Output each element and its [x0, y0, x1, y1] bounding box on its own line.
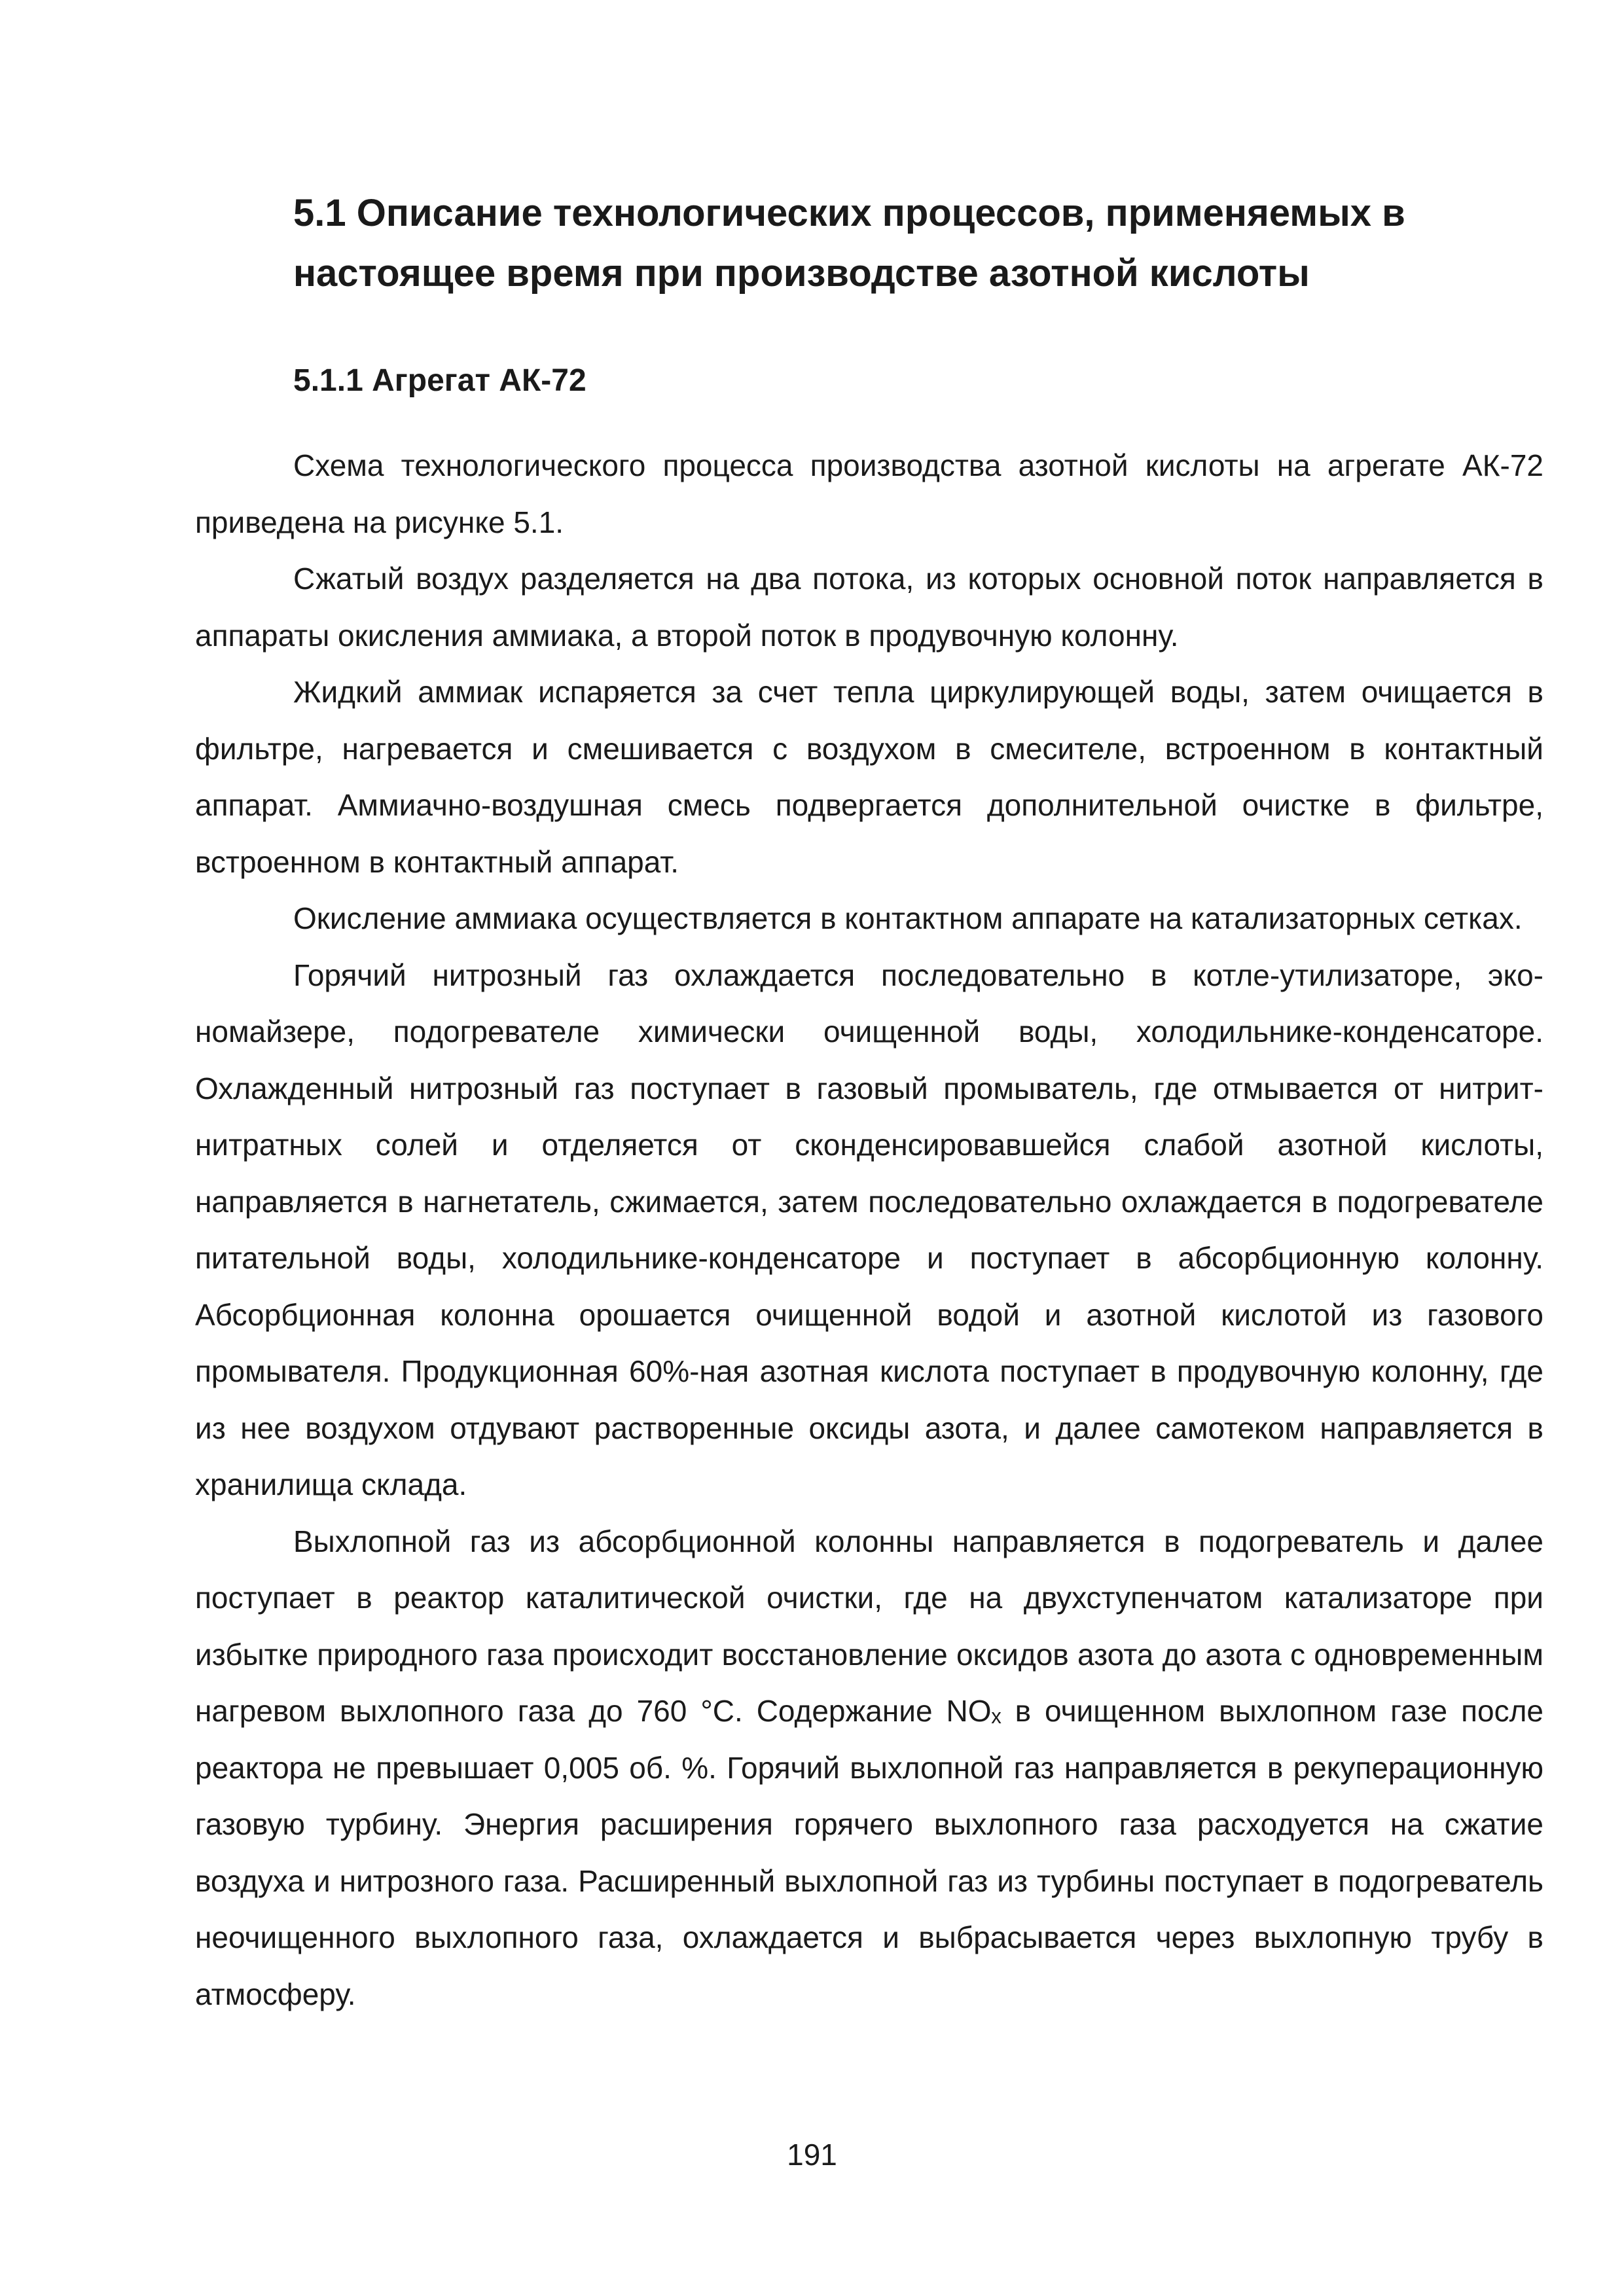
paragraph-compressed-air: Сжатый воздух разделяется на два потока, из которых основной поток направляется в аппараты окисления аммиака, а второй поток в продувочную колонну.: [195, 562, 1543, 653]
page-content: [195, 183, 1543, 2022]
body-text: [195, 437, 1543, 2022]
paragraph-scheme: Схема технологического процесса производства азотной кислоты на агрегате АК-72 приведена на рисунке 5.1.: [195, 448, 1543, 539]
page-number: 191: [787, 2138, 837, 2172]
paragraph-liquid-ammonia: Жидкий аммиак испаряется за счет тепла циркулирующей воды, затем очищается в фильтре, нагревается и смешивается с воздухом в смесителе, встроенном в контактный аппарат. Аммиачно-воздушная смесь подвергается дополнительной очистке в фильтре, встроенном в контактный аппарат.: [195, 675, 1543, 879]
paragraph-exhaust-gas: Выхлопной газ из абсорбционной колонны направляется в подогреватель и далее поступает в реактор каталитической очистки, где на двухступенчатом катализаторе при избытке природного газа происходит восстановление оксидов азота до азота с одновременным нагревом выхлопного газа до 760 °С. Содержание NOₓ в очищенном выхлопном газе после реактора не превышает 0,005 об. %. Горячий выхлопной газ направляется в рекуперационную газовую турбину. Энергия расширения горячего выхлопного газа расходуется на сжатие воздуха и нитрозного газа. Расширенный выхлопной газ из турбины поступает в подогреватель неочищенного выхлопного газа, охлаждается и выбрасывается через выхлопную трубу в атмосферу.: [195, 1524, 1543, 2011]
subsection-title: 5.1.1 Агрегат АК-72: [293, 363, 586, 398]
section-title: 5.1 Описание технологических процессов, применяемых в настоящее время при производстве азотной кислоты: [293, 192, 1405, 295]
paragraph-ammonia-oxidation: Окисление аммиака осуществляется в контактном аппарате на катализаторных сетках.: [293, 901, 1523, 935]
paragraph-nitrous-gas: Горячий нитрозный газ охлаждается последовательно в котле-утилизаторе, экономайзере, подогревателе химически очищенной воды, холодильнике-конденсаторе. Охлажденный нитрозный газ поступает в газовый промыватель, где отмывается от нитрит-нитратных солей и отделяется от сконденсировавшейся слабой азотной кислоты, направляется в нагнетатель, сжимается, затем последовательно охлаждается в подогревателе питательной воды, холодильнике-конденсаторе и поступает в абсорбционную колонну. Абсорбционная колонна орошается очищенной водой и азотной кислотой из газового промывателя. Продукционная 60%-ная азотная кислота поступает в продувочную колонну, где из нее воздухом отдувают растворенные оксиды азота, и далее самотеком направляется в хранилища склада.: [195, 958, 1543, 1501]
